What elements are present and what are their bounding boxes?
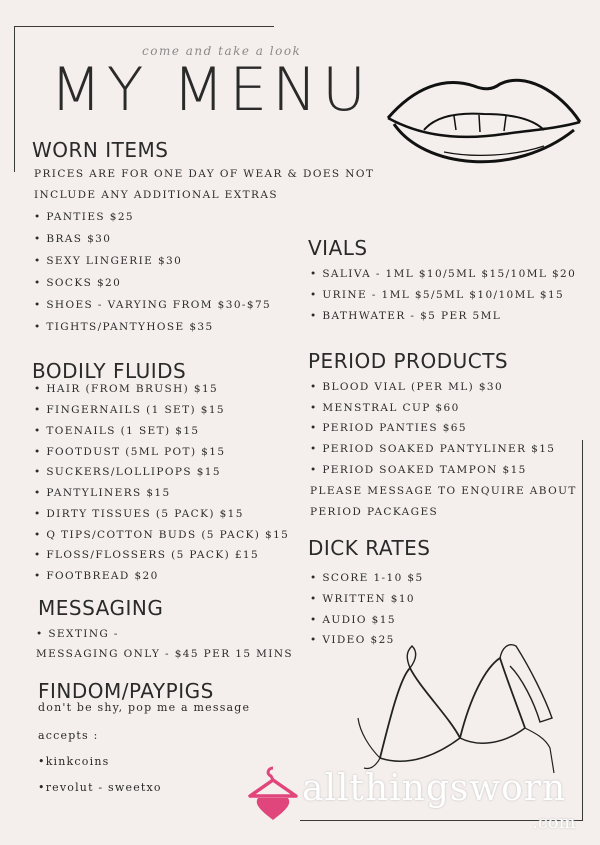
frame-left-line xyxy=(14,26,15,172)
findom-note: don't be shy, pop me a message xyxy=(38,701,251,714)
list-item: • TIGHTS/PANTYHOSE $35 xyxy=(34,321,214,333)
list-item: • SEXY LINGERIE $30 xyxy=(34,255,183,267)
list-item: • SOCKS $20 xyxy=(34,277,122,289)
hanger-heart-icon xyxy=(246,762,300,826)
list-item: • AUDIO $15 xyxy=(310,614,396,626)
watermark-text: allthingsworn xyxy=(302,768,567,809)
frame-top-line xyxy=(14,26,274,27)
heading-bodily-fluids: BODILY FLUIDS xyxy=(32,359,187,383)
list-item: • SHOES - VARYING FROM $30-$75 xyxy=(34,299,272,311)
list-item: • WRITTEN $10 xyxy=(310,593,416,605)
list-item: • SALIVA - 1ML $10/5ML $15/10ML $20 xyxy=(310,268,577,280)
list-item: • PERIOD SOAKED TAMPON $15 xyxy=(310,464,527,476)
list-item: • PANTIES $25 xyxy=(34,211,134,223)
heading-vials: VIALS xyxy=(308,236,368,260)
bra-illustration xyxy=(340,638,560,778)
list-item: • FLOSS/FLOSSERS (5 PACK) £15 xyxy=(34,549,260,561)
period-note-line2: PERIOD PACKAGES xyxy=(310,506,439,518)
list-item: • SCORE 1-10 $5 xyxy=(310,572,424,584)
heading-period-products: PERIOD PRODUCTS xyxy=(308,349,509,373)
list-item: • PANTYLINERS $15 xyxy=(34,487,171,499)
worn-note-line1: PRICES ARE FOR ONE DAY OF WEAR & DOES NOT xyxy=(34,168,375,180)
list-item: • FINGERNAILS (1 SET) $15 xyxy=(34,404,225,416)
list-item: • TOENAILS (1 SET) $15 xyxy=(34,425,200,437)
worn-note-line2: INCLUDE ANY ADDITIONAL EXTRAS xyxy=(34,189,278,201)
list-item: • BATHWATER - $5 PER 5ML xyxy=(310,310,502,322)
lips-illustration xyxy=(384,68,584,178)
list-item: • SUCKERS/LOLLIPOPS $15 xyxy=(34,466,221,478)
list-item: • URINE - 1ML $5/5ML $10/10ML $15 xyxy=(310,289,565,301)
heading-findom: FINDOM/PAYPIGS xyxy=(38,679,214,703)
frame-right-line xyxy=(582,440,583,820)
list-item: • MENSTRAL CUP $60 xyxy=(310,402,460,414)
heading-messaging: MESSAGING xyxy=(38,596,164,620)
page-title: MY MENU xyxy=(50,55,371,125)
watermark-suffix: .com xyxy=(532,812,576,833)
list-item: • SEXTING - xyxy=(36,628,119,640)
list-item: • DIRTY TISSUES (5 PACK) $15 xyxy=(34,508,244,520)
list-item: •kinkcoins xyxy=(38,755,110,768)
accepts-label: accepts : xyxy=(38,729,99,742)
list-item: • BRAS $30 xyxy=(34,233,112,245)
list-item: MESSAGING ONLY - $45 PER 15 MINS xyxy=(36,648,294,660)
list-item: • PERIOD PANTIES $65 xyxy=(310,422,467,434)
list-item: • VIDEO $25 xyxy=(310,634,395,646)
list-item: • FOOTBREAD $20 xyxy=(34,570,159,582)
heading-dick-rates: DICK RATES xyxy=(308,536,431,560)
period-note-line1: PLEASE MESSAGE TO ENQUIRE ABOUT xyxy=(310,485,577,497)
list-item: • PERIOD SOAKED PANTYLINER $15 xyxy=(310,443,556,455)
list-item: •revolut - sweetxo xyxy=(38,781,162,794)
list-item: • Q TIPS/COTTON BUDS (5 PACK) $15 xyxy=(34,529,290,541)
list-item: • HAIR (FROM BRUSH) $15 xyxy=(34,383,219,395)
list-item: • BLOOD VIAL (PER ML) $30 xyxy=(310,381,504,393)
list-item: • FOOTDUST (5ML POT) $15 xyxy=(34,446,226,458)
heading-worn-items: WORN ITEMS xyxy=(32,138,169,162)
tagline: come and take a look xyxy=(142,44,302,58)
